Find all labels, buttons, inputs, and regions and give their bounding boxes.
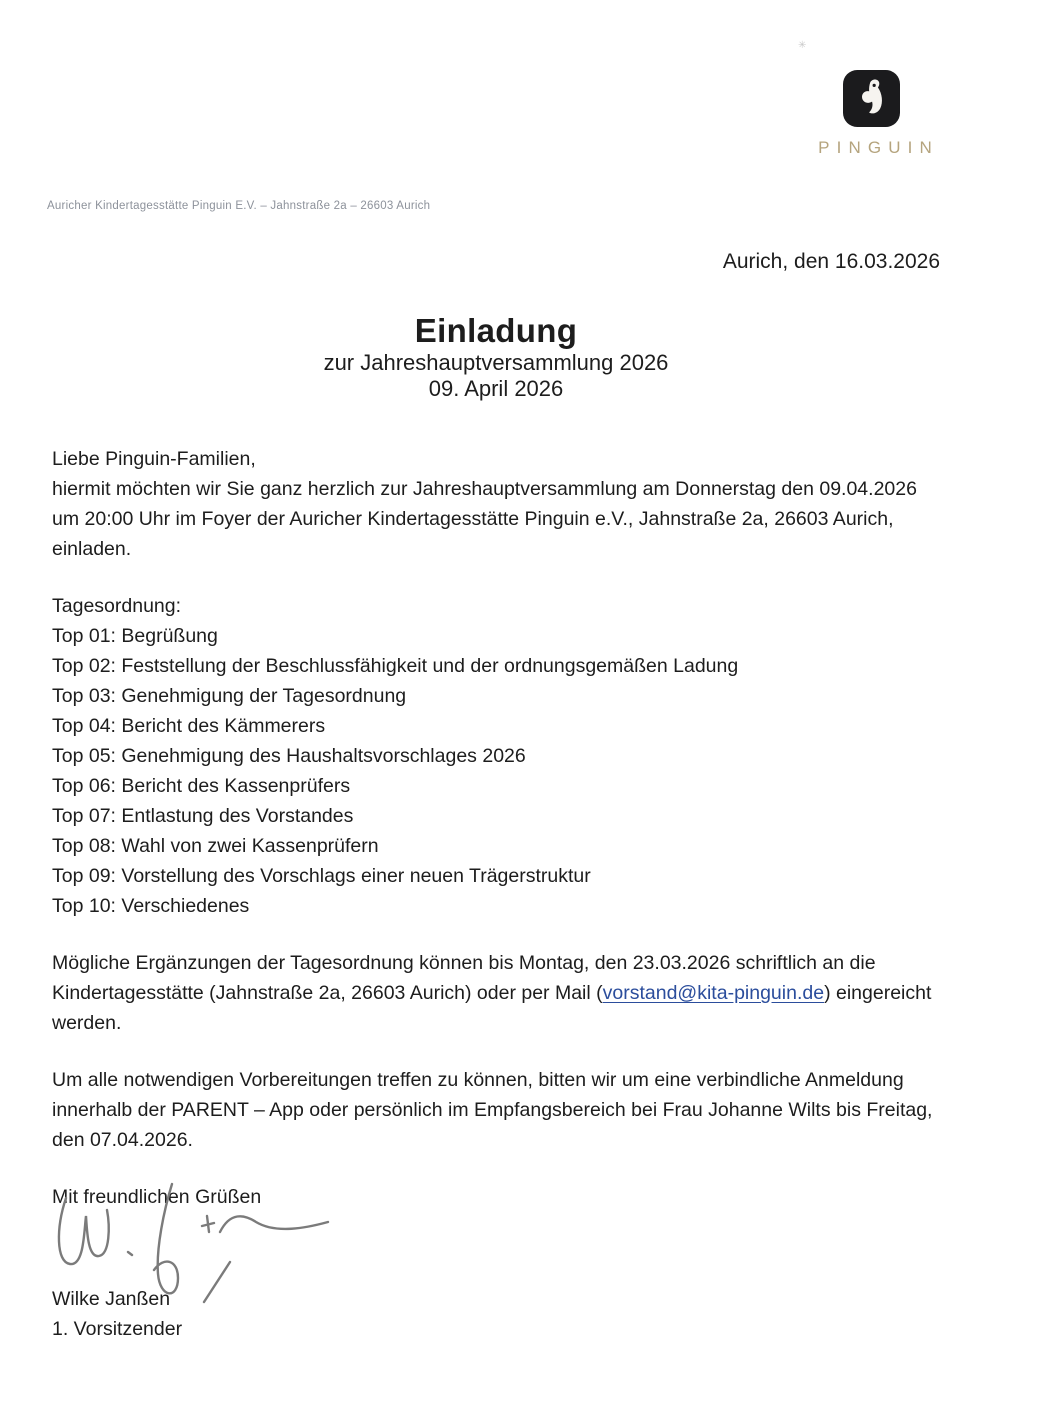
amendments-text-before: Mögliche Ergänzungen der Tagesordnung können bis Montag, den 23.03.2026 schriftlich an die Kindertagesstätte (Jahnstraße 2a, 26603 Aurich) oder per Mail (	[52, 952, 876, 1004]
agenda-item: Top 10: Verschiedenes	[52, 895, 250, 917]
agenda-item: Top 08: Wahl von zwei Kassenprüfern	[52, 835, 379, 857]
agenda-item: Top 03: Genehmigung der Tagesordnung	[52, 685, 407, 707]
agenda-section	[52, 591, 940, 921]
letter-body	[52, 250, 940, 1344]
salutation: Liebe Pinguin-Familien,	[52, 448, 256, 470]
signature-area	[52, 1212, 940, 1284]
amendments-text-after: ) eingereicht werden.	[52, 982, 932, 1034]
penguin-logo-icon	[843, 70, 900, 127]
registration-paragraph: Um alle notwendigen Vorbereitungen treffen zu können, bitten wir um eine verbindliche Anmeldung innerhalb der PARENT – App oder persönlich im Empfangsbereich bei Frau Johanne Wilts bis Freitag, den 07.04.2026.	[52, 1069, 933, 1151]
agenda-item: Top 07: Entlastung des Vorstandes	[52, 805, 354, 827]
agenda-item: Top 04: Bericht des Kämmerers	[52, 715, 326, 737]
agenda-item: Top 01: Begrüßung	[52, 625, 218, 647]
sender-address-line: Auricher Kindertagesstätte Pinguin E.V. – Jahnstraße 2a – 26603 Aurich	[47, 200, 431, 212]
amendments-paragraph	[52, 948, 940, 1038]
closing-regards: Mit freundlichen Grüßen	[52, 1186, 262, 1208]
place-date-line: Aurich, den 16.03.2026	[722, 250, 940, 273]
agenda-heading: Tagesordnung:	[52, 595, 182, 617]
brand-logo	[811, 70, 939, 158]
letter-title: Einladung	[414, 312, 578, 349]
signer-name: Wilke Janßen	[52, 1288, 171, 1310]
intro-paragraph: hiermit möchten wir Sie ganz herzlich zur Jahreshauptversammlung am Donnerstag den 09.04.2026 um 20:00 Uhr im Foyer der Auricher Kindertagesstätte Pinguin e.V., Jahnstraße 2a, 26603 Aurich, einladen.	[52, 478, 917, 560]
closing-section	[52, 1182, 940, 1344]
signer-title: 1. Vorsitzender	[52, 1318, 183, 1340]
event-date: 09. April 2026	[428, 376, 564, 401]
scan-artifact: ✳	[798, 40, 807, 51]
agenda-item: Top 06: Bericht des Kassenprüfers	[52, 775, 351, 797]
agenda-item: Top 02: Feststellung der Beschlussfähigkeit und der ordnungsgemäßen Ladung	[52, 655, 739, 677]
email-link[interactable]: vorstand@kita-pinguin.de	[602, 982, 825, 1004]
agenda-items	[52, 621, 940, 921]
agenda-item: Top 09: Vorstellung des Vorschlags einer neuen Trägerstruktur	[52, 865, 591, 887]
brand-wordmark: PINGUIN	[818, 138, 939, 157]
agenda-item: Top 05: Genehmigung des Haushaltsvorschlages 2026	[52, 745, 526, 767]
letter-subtitle: zur Jahreshauptversammlung 2026	[323, 350, 669, 375]
